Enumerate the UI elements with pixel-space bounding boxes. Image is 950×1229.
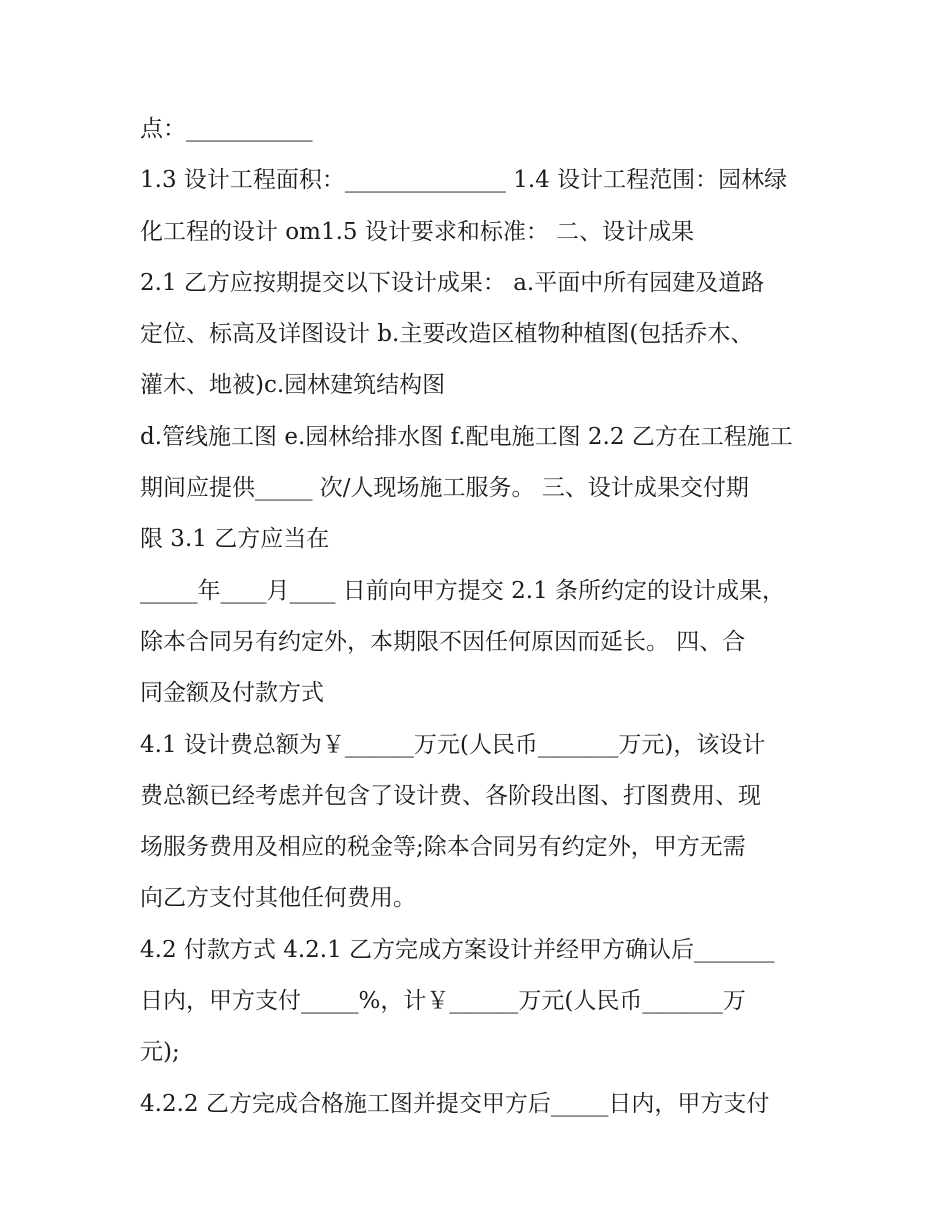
text-line: 期间应提供_____ 次/人现场施工服务。 三、设计成果交付期 (140, 475, 749, 502)
text-line: _____年____月____ 日前向甲方提交 2.1 条所约定的设计成果， (140, 577, 786, 604)
text-line: 定位、标高及详图设计 b.主要改造区植物种植图(包括乔木、 (140, 321, 754, 348)
text-line: 2.1 乙方应按期提交以下设计成果： a.平面中所有园建及道路 (140, 269, 765, 296)
contract-text (140, 104, 820, 1130)
text-line: 场服务费用及相应的税金等;除本合同另有约定外，甲方无需 (140, 834, 746, 861)
text-line: 向乙方支付其他任何费用。 (140, 885, 416, 912)
text-line: 4.2 付款方式 4.2.1 乙方完成方案设计并经甲方确认后_______ (140, 936, 775, 963)
text-line: 点：___________ (140, 116, 313, 142)
text-line: 4.1 设计费总额为￥______万元(人民币_______万元)，该设计 (140, 731, 766, 758)
text-line: 4.2.2 乙方完成合格施工图并提交甲方后_____日内，甲方支付 (140, 1090, 770, 1117)
text-line: 费总额已经考虑并包含了设计费、各阶段出图、打图费用、现 (140, 782, 761, 809)
text-line: 日内，甲方支付_____%，计￥______万元(人民币_______万 (140, 988, 746, 1015)
text-line: 灌木、地被)c.园林建筑结构图 (140, 372, 446, 399)
text-line: 除本合同另有约定外，本期限不因任何原因而延长。 四、合 (140, 628, 746, 655)
text-line: 限 3.1 乙方应当在 (140, 526, 330, 553)
text-line: d.管线施工图 e.园林给排水图 f.配电施工图 2.2 乙方在工程施工 (140, 423, 793, 450)
text-line: 同金额及付款方式 (140, 680, 324, 707)
text-line: 化工程的设计 om1.5 设计要求和标准： 二、设计成果 (140, 218, 695, 245)
text-line: 元); (140, 1039, 180, 1066)
text-line: 1.3 设计工程面积：______________ 1.4 设计工程范围：园林绿 (140, 167, 788, 194)
